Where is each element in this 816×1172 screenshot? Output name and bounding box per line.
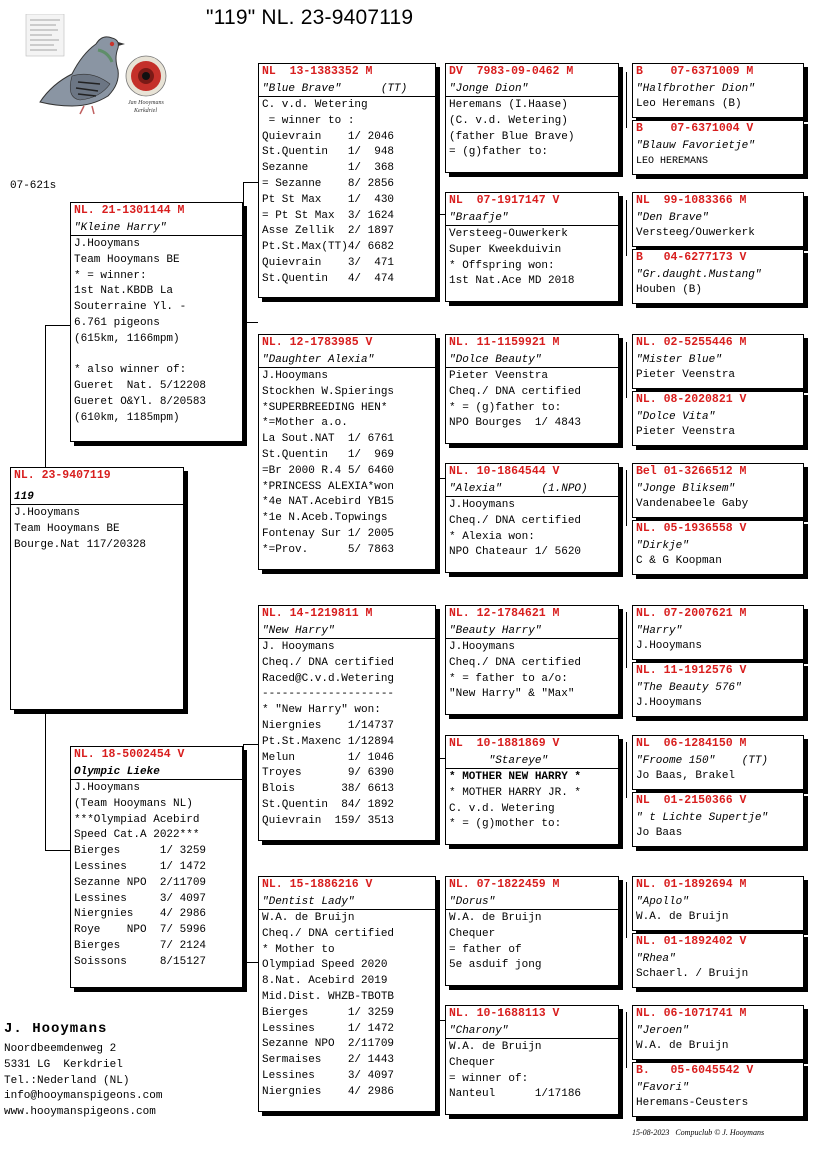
pigeon-logo — [22, 14, 172, 118]
info-line: Nanteul 1/17186 — [449, 1088, 582, 1101]
address-line: 5331 LG Kerkdriel — [4, 1058, 123, 1071]
ring-number: NL. 18-5002454 V — [74, 748, 185, 761]
info-line: *PRINCESS ALEXIA*won — [262, 480, 395, 493]
owner-line: LEO HEREMANS — [636, 156, 709, 167]
ancestor-card — [632, 63, 804, 118]
info-line: Cheq./ DNA certified — [262, 656, 395, 669]
pigeon-name: "Gr.daught.Mustang" — [636, 269, 762, 281]
info-line: Team Hooymans BE — [14, 522, 120, 535]
info-line: Gueret Nat. 5/12208 — [74, 380, 207, 393]
info-line: Sezanne 1/ 368 — [262, 162, 395, 175]
phone-line: Tel.:Nederland (NL) — [4, 1074, 130, 1087]
info-line: C. v.d. Wetering — [449, 802, 555, 815]
info-line: (C. v.d. Wetering) — [449, 114, 568, 127]
ring-number: NL 01-2150366 V — [636, 794, 747, 807]
info-line: * = father to a/o: — [449, 672, 568, 685]
page-title: "119" NL. 23-9407119 — [206, 6, 414, 29]
connector — [626, 72, 627, 128]
ring-number: NL. 07-1822459 M — [449, 878, 560, 891]
website-link[interactable]: www.hooymanspigeons.com — [4, 1106, 156, 1119]
ancestor-card — [632, 520, 804, 575]
ring-number: Bel 01-3266512 M — [636, 465, 747, 478]
info-line: W.A. de Bruijn — [449, 912, 542, 924]
ancestor-card — [632, 792, 804, 847]
side-note: 07-621s — [10, 180, 57, 192]
info-line: Olympiad Speed 2020 — [262, 959, 388, 972]
pigeon-name: "Apollo" — [636, 896, 689, 908]
ring-number: NL 06-1284150 M — [636, 737, 747, 750]
ancestor-card — [632, 1062, 804, 1117]
info-line: Souterraine Yl. - — [74, 301, 187, 314]
great-grandparent-card — [445, 63, 619, 173]
ring-number: NL. 05-1936558 V — [636, 522, 747, 535]
info-line: W.A. de Bruijn — [449, 1041, 542, 1053]
info-line: Super Kweekduivin — [449, 243, 562, 256]
info-line: Niergnies 4/ 2986 — [262, 1085, 395, 1098]
owner-line: Jo Baas, Brakel — [636, 770, 736, 782]
ancestor-card — [632, 662, 804, 717]
info-line: * Alexia won: — [449, 530, 535, 543]
connector — [436, 410, 437, 478]
owner-name: J. Hooymans — [4, 1021, 108, 1037]
great-grandparent-card — [445, 876, 619, 986]
info-line: (615km, 1166mpm) — [74, 332, 180, 345]
info-line: *=Mother a.o. — [262, 417, 348, 430]
info-line: J.Hooymans — [449, 641, 516, 653]
owner-line: Jo Baas — [636, 827, 683, 839]
info-line: Asse Zellik 2/ 1897 — [262, 225, 395, 238]
info-line: Cheq./ DNA certified — [449, 514, 582, 527]
info-line: * MOTHER NEW HARRY * — [449, 771, 582, 783]
owner-line: C & G Koopman — [636, 555, 722, 567]
info-line: Niergnies 4/ 2986 — [74, 908, 207, 921]
ancestor-card — [632, 249, 804, 304]
info-line: 1st Nat.Ace MD 2018 — [449, 275, 575, 288]
ring-number: NL. 10-1864544 V — [449, 465, 560, 478]
connector — [436, 690, 437, 758]
dam-card — [70, 746, 243, 988]
info-line: Cheq./ DNA certified — [262, 927, 395, 940]
info-line: ***Olympiad Acebird — [74, 813, 200, 826]
info-line: Lessines 1/ 1472 — [262, 1022, 395, 1035]
info-line: Quievrain 159/ 3513 — [262, 814, 395, 827]
owner-line: Houben (B) — [636, 284, 703, 296]
info-line: Troyes 9/ 6390 — [262, 767, 395, 780]
pigeon-name: "Dolce Beauty" — [446, 353, 618, 368]
info-line: J.Hooymans — [74, 238, 141, 250]
info-line: = Pt St Max 3/ 1624 — [262, 209, 395, 222]
info-line: * = winner: — [74, 269, 147, 282]
great-grandparent-card — [445, 605, 619, 715]
ring-number: NL. 01-1892694 M — [636, 878, 747, 891]
great-grandparent-card — [445, 1005, 619, 1115]
connector — [626, 342, 627, 398]
pigeon-name: "Jonge Dion" — [446, 82, 618, 97]
ring-number: NL. 10-1688113 V — [449, 1007, 560, 1020]
pigeon-name: 119 — [11, 490, 183, 505]
info-line: = (g)father to: — [449, 146, 549, 159]
owner-line: Leo Heremans (B) — [636, 98, 742, 110]
owner-line: Pieter Veenstra — [636, 369, 736, 381]
ancestor-card — [632, 605, 804, 660]
ring-number: NL. 02-5255446 M — [636, 336, 747, 349]
info-line: Quievrain 1/ 2046 — [262, 130, 395, 143]
ring-number: NL. 12-1783985 V — [262, 336, 373, 349]
connector — [45, 325, 46, 467]
connector — [45, 710, 46, 850]
info-line: 8.Nat. Acebird 2019 — [262, 975, 388, 988]
info-line: St.Quentin 1/ 969 — [262, 448, 395, 461]
info-line: 1st Nat.KBDB La — [74, 285, 174, 298]
pigeon-name: "Dolce Vita" — [636, 411, 716, 423]
ring-number: NL 07-1917147 V — [449, 194, 560, 207]
info-line: = winner of: — [449, 1072, 529, 1085]
ancestor-card — [632, 391, 804, 446]
info-line: St.Quentin 1/ 948 — [262, 146, 395, 159]
info-line: La Sout.NAT 1/ 6761 — [262, 433, 395, 446]
info-line: -------------------- — [262, 688, 395, 701]
ring-number: B 07-6371004 V — [636, 122, 754, 135]
ring-number: B 07-6371009 M — [636, 65, 754, 78]
svg-text:Jan Hooymans: Jan Hooymans — [128, 100, 164, 106]
pigeon-name: "Braafje" — [446, 211, 618, 226]
ring-number: B 04-6277173 V — [636, 251, 747, 264]
great-grandparent-card — [445, 463, 619, 573]
ring-number: NL 10-1881869 V — [449, 737, 560, 750]
pigeon-name: "Dorus" — [446, 895, 618, 910]
connector — [436, 478, 445, 479]
info-line: Bourge.Nat 117/20328 — [14, 538, 147, 551]
owner-line: J.Hooymans — [636, 697, 703, 709]
owner-line: Schaerl. / Bruijn — [636, 968, 749, 980]
info-line: * = (g)father to: — [449, 401, 562, 414]
pigeon-name: "Den Brave" — [636, 212, 709, 224]
ring-number: DV 7983-09-0462 M — [449, 65, 574, 78]
info-line: Niergnies 1/14737 — [262, 719, 395, 732]
connector — [45, 325, 70, 326]
pigeon-name: "Dentist Lady" — [259, 895, 435, 910]
pigeon-name: "The Beauty 576" — [636, 682, 742, 694]
ancestor-card — [632, 876, 804, 931]
info-line: Pt.St.Max(TT)4/ 6682 — [262, 241, 395, 254]
info-line: J.Hooymans — [449, 499, 516, 511]
connector — [436, 214, 445, 215]
owner-line: Vandenabeele Gaby — [636, 498, 749, 510]
owner-line: Versteeg/Ouwerkerk — [636, 227, 755, 239]
info-line: Roye NPO 7/ 5996 — [74, 924, 207, 937]
info-line: * MOTHER HARRY JR. * — [449, 786, 582, 799]
ring-number: NL. 11-1912576 V — [636, 664, 747, 677]
ancestor-card — [632, 463, 804, 518]
pigeon-name: "Blauw Favorietje" — [636, 140, 755, 152]
info-line: J.Hooymans — [74, 782, 141, 794]
info-line: Lessines 1/ 1472 — [74, 860, 207, 873]
ancestor-card — [632, 933, 804, 988]
connector — [626, 200, 627, 256]
connector — [626, 470, 627, 526]
info-line: 5e asduif jong — [449, 959, 542, 972]
pigeon-name: "Favori" — [636, 1082, 689, 1094]
info-line: St.Quentin 4/ 474 — [262, 272, 395, 285]
owner-line: Heremans-Ceusters — [636, 1097, 749, 1109]
info-line: = winner to : — [262, 114, 355, 127]
connector — [436, 758, 445, 759]
pigeon-name: "Harry" — [636, 625, 683, 637]
pigeon-name: "Charony" — [446, 1024, 618, 1039]
connector — [626, 882, 627, 938]
connector — [626, 1012, 627, 1068]
info-line: Pieter Veenstra — [449, 370, 549, 382]
info-line: Speed Cat.A 2022*** — [74, 829, 200, 842]
great-grandparent-card — [445, 192, 619, 302]
grandparent-card — [258, 876, 436, 1112]
pigeon-name: "Halfbrother Dion" — [636, 83, 755, 95]
grandparent-card — [258, 334, 436, 570]
subject-card — [10, 467, 184, 710]
pigeon-name: "New Harry" — [259, 624, 435, 639]
connector — [243, 962, 258, 963]
info-line: Melun 1/ 1046 — [262, 751, 395, 764]
owner-contact — [4, 1020, 162, 1121]
info-line: *4e NAT.Acebird YB15 — [262, 496, 395, 509]
info-line: Pt.St.Maxenc 1/12894 — [262, 735, 395, 748]
info-line — [74, 348, 239, 364]
info-line: Bierges 1/ 3259 — [262, 1006, 395, 1019]
info-line: Sezanne NPO 2/11709 — [74, 876, 207, 889]
info-line: Lessines 3/ 4097 — [262, 1069, 395, 1082]
ring-number: NL. 08-2020821 V — [636, 393, 747, 406]
info-line: J.Hooymans — [262, 370, 329, 382]
info-line: =Br 2000 R.4 5/ 6460 — [262, 464, 395, 477]
ring-number: NL 99-1083366 M — [636, 194, 747, 207]
info-line: Fontenay Sur 1/ 2005 — [262, 527, 395, 540]
ring-number: NL. 15-1886216 V — [262, 878, 373, 891]
ancestor-card — [632, 192, 804, 247]
pigeon-name: "Daughter Alexia" — [259, 353, 435, 368]
pigeon-name: "Stareye" — [446, 754, 618, 769]
info-line: J.Hooymans — [14, 507, 81, 519]
connector — [436, 960, 437, 1020]
pigeon-name: "Rhea" — [636, 953, 676, 965]
connector — [626, 612, 627, 668]
info-line: Pt St Max 1/ 430 — [262, 193, 395, 206]
info-line: = father of — [449, 943, 522, 956]
info-line: * Offspring won: — [449, 259, 555, 272]
ancestor-card — [632, 735, 804, 790]
pigeon-name: "Froome 150" (TT) — [636, 755, 769, 767]
info-line: J. Hooymans — [262, 641, 335, 653]
ring-number: NL. 11-1159921 M — [449, 336, 560, 349]
info-line: NPO Chateaur 1/ 5620 — [449, 546, 582, 559]
pigeon-name: "Mister Blue" — [636, 354, 722, 366]
ring-number: NL. 23-9407119 — [14, 469, 111, 482]
pigeon-name: "Jonge Bliksem" — [636, 483, 736, 495]
info-line: Cheq./ DNA certified — [449, 656, 582, 669]
ring-number: B. 05-6045542 V — [636, 1064, 754, 1077]
info-line: Blois 38/ 6613 — [262, 783, 395, 796]
info-line: Sezanne NPO 2/11709 — [262, 1038, 395, 1051]
info-line: (610km, 1185mpm) — [74, 411, 180, 424]
ring-number: NL 13-1383352 M — [262, 65, 373, 78]
info-line: 6.761 pigeons — [74, 316, 160, 329]
info-line: *=Prov. 5/ 7863 — [262, 543, 395, 556]
connector — [45, 850, 70, 851]
ring-number: NL. 14-1219811 M — [262, 607, 373, 620]
info-line: *1e N.Aceb.Topwings — [262, 512, 388, 525]
svg-text:Kerkdriel: Kerkdriel — [134, 108, 157, 114]
pigeon-name: "Jeroen" — [636, 1025, 689, 1037]
ring-number: NL. 06-1071741 M — [636, 1007, 747, 1020]
info-line: Mid.Dist. WHZB-TBOTB — [262, 990, 395, 1003]
ring-number: NL. 01-1892402 V — [636, 935, 747, 948]
connector — [243, 322, 258, 323]
info-line: Versteeg-Ouwerkerk — [449, 228, 568, 240]
info-line: * = (g)mother to: — [449, 818, 562, 831]
info-line: W.A. de Bruijn — [262, 912, 355, 924]
ring-number: NL. 21-1301144 M — [74, 204, 185, 217]
connector — [243, 182, 244, 322]
connector — [243, 744, 244, 962]
info-line: NPO Bourges 1/ 4843 — [449, 417, 582, 430]
ancestor-card — [632, 1005, 804, 1060]
connector — [243, 182, 258, 183]
info-line: Bierges 1/ 3259 — [74, 845, 207, 858]
sire-card — [70, 202, 243, 442]
pigeon-name: " t Lichte Supertje" — [636, 812, 769, 824]
grandparent-card — [258, 605, 436, 841]
connector — [243, 744, 258, 745]
great-grandparent-card — [445, 735, 619, 845]
info-line: Lessines 3/ 4097 — [74, 892, 207, 905]
owner-line: W.A. de Bruijn — [636, 1040, 729, 1052]
pigeon-name: "Kleine Harry" — [71, 221, 242, 236]
great-grandparent-card — [445, 334, 619, 444]
info-line: Quievrain 3/ 471 — [262, 256, 395, 269]
owner-line: Pieter Veenstra — [636, 426, 736, 438]
info-line: = Sezanne 8/ 2856 — [262, 177, 395, 190]
info-line: Stockhen W.Spierings — [262, 385, 395, 398]
info-line: Chequer — [449, 1056, 496, 1069]
info-line: Gueret O&Yl. 8/20583 — [74, 395, 207, 408]
connector — [436, 1020, 445, 1021]
info-line: Heremans (I.Haase) — [449, 99, 568, 111]
info-line: Cheq./ DNA certified — [449, 385, 582, 398]
info-line: (father Blue Brave) — [449, 130, 575, 143]
info-line: Team Hooymans BE — [74, 253, 180, 266]
info-line: (Team Hooymans NL) — [74, 797, 193, 810]
info-line: * Mother to — [262, 943, 335, 956]
pigeon-name: "Alexia" (1.NPO) — [446, 482, 618, 497]
address-line: Noordbeemdenweg 2 — [4, 1043, 117, 1055]
connector — [626, 742, 627, 798]
info-line: Chequer — [449, 927, 496, 940]
info-line: *SUPERBREEDING HEN* — [262, 401, 388, 414]
ancestor-card — [632, 120, 804, 175]
info-line: * "New Harry" won: — [262, 704, 381, 717]
info-line: St.Quentin 84/ 1892 — [262, 798, 395, 811]
grandparent-card — [258, 63, 436, 298]
connector — [436, 90, 437, 214]
info-line: Soissons 8/15127 — [74, 955, 207, 968]
pigeon-name: "Blue Brave" (TT) — [259, 82, 435, 97]
info-line: C. v.d. Wetering — [262, 99, 368, 111]
info-line: Raced@C.v.d.Wetering — [262, 672, 395, 685]
info-line: * also winner of: — [74, 364, 187, 377]
ring-number: NL. 07-2007621 M — [636, 607, 747, 620]
info-line: Bierges 7/ 2124 — [74, 939, 207, 952]
owner-line: J.Hooymans — [636, 640, 703, 652]
email-link[interactable]: info@hooymanspigeons.com — [4, 1090, 163, 1103]
info-line: "New Harry" & "Max" — [449, 688, 575, 701]
pigeon-name: "Dirkje" — [636, 540, 689, 552]
ring-number: NL. 12-1784621 M — [449, 607, 560, 620]
pigeon-name: "Beauty Harry" — [446, 624, 618, 639]
ancestor-card — [632, 334, 804, 389]
pigeon-name: Olympic Lieke — [71, 765, 242, 780]
footer-credit: 15-08-2023 Compuclub © J. Hooymans — [632, 1128, 765, 1137]
info-line: Sermaises 2/ 1443 — [262, 1054, 395, 1067]
owner-line: W.A. de Bruijn — [636, 911, 729, 923]
